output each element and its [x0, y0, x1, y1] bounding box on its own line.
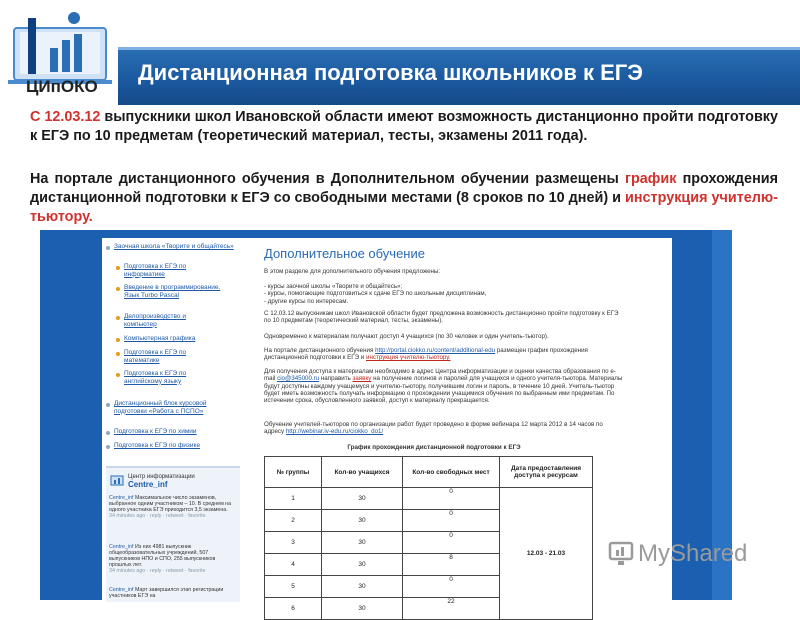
info-center-icon [110, 474, 124, 488]
nav-item-informatics[interactable]: Подготовка к ЕГЭ по информатике [124, 263, 187, 278]
nav-item-pspo[interactable]: Дистанционный блок курсовой подготовки «Работа с ПСПО» [114, 400, 207, 415]
portal-text-1: На портале дистанционного обучения в Дополнительном обучении размещены [30, 171, 619, 187]
access-date-cell: 12.03 - 21.03 [500, 488, 593, 620]
tweet-3: Centre_inf Март завершился этап регистрации участников ЕГЭ на [109, 587, 224, 599]
table-row: 1 30 0 12.03 - 21.03 [265, 488, 593, 510]
portal-url-link[interactable]: http://portal.ciokko.ru/content/additional-edu [375, 347, 496, 354]
webinar-link[interactable]: http://webinar.iv-edu.ru/ciokko_do1/ [285, 428, 384, 436]
schedule-title: График прохождения дистанционной подготовки к ЕГЭ [347, 444, 521, 451]
tweet-1: Centre_inf Максимальное число экзаменов, выбранное одним участником – 10. В среднем на одного участника ЕГЭ приходится 3,5 экзамена. 34 minutes ago · reply · retweet · favorite [109, 495, 232, 519]
nav-item-pascal[interactable]: Введение в программирование. Язык Turbo Pascal [124, 284, 221, 299]
nav-item-physics[interactable]: Подготовка к ЕГЭ по физике [114, 442, 201, 449]
main-p5: Обучение учителей-тьюторов по организации работ будет проведено в форме вебинара 12 марта 2012 в 14 часов по адресу http://webinar.iv-edu.ru/ciokko_do1/ [264, 421, 603, 436]
nav-item-math[interactable]: Подготовка к ЕГЭ по математике [124, 349, 187, 364]
twitter-widget [106, 466, 240, 602]
table-row: 6 30 22 [265, 598, 593, 620]
email-link[interactable]: cio@345000.ru [277, 375, 320, 383]
course-list: - курсы заочной школы «Творите и общайтесь»; - курсы, помогающие подготовиться к сдаче ЕГЭ по школьным дисциплинам, - другие курсы по интересам. [264, 283, 487, 305]
watermark-icon [608, 539, 636, 569]
nav-item-school[interactable]: Заочная школа «Творите и общайтесь» [114, 243, 234, 250]
tutor-instruction-link[interactable]: инструкция учителю-тьютору. [30, 190, 778, 225]
start-date: С 12.03.12 [30, 109, 101, 125]
col-free-header: Кол-во свободных мест [403, 457, 500, 488]
portal-paragraph [30, 170, 778, 227]
main-p4: Для получения доступа к материалам необходимо в адрес Центра информатизации и оценки качества образования по e-mail cio@345000.ru направить заявку на получение логинов и паролей для учащихся и одного учителя-тьютора. Материалы будут доступны каждому учащемуся и учителю-тьютору, получившим логин и пароль, в течение 10 дней. Учитель-тьютор будет иметь возможность получать информацию о прохождении учащимися обучения по выбранным ими предметам. По истечении срока, обусловленного заявкой, доступ к материалу прекращается. [264, 368, 623, 405]
tweet-2: Centre_inf Из них 4981 выпускник общеобразовательных учреждений, 507 выпускников НПО и СПО, 255 выпускников прошлых лет. 34 minutes ago · reply · retweet · favorite [109, 544, 216, 574]
widget-title: Центр информатизации Centre_inf [128, 474, 195, 489]
main-p3: На портале дистанционного обучения http://portal.ciokko.ru/content/additional-edu размещен график прохождения дистанционной подготовки к ЕГЭ и инструкция учителю-тьютору. [264, 347, 588, 362]
page-title: Дистанционная подготовка школьников к ЕГЭ [138, 60, 643, 85]
main-p1: С 12.03.12 выпускникам школ Ивановской области будет предложена возможность дистанционно пройти подготовку к ЕГЭ по 10 предметам (теоретический материал, тесты, экзамены). [264, 310, 619, 325]
table-row: 4 30 8 [265, 554, 593, 576]
screenshot-gutter [242, 238, 254, 600]
col-date-header: Дата предоставления доступа к ресурсам [500, 457, 593, 488]
section-title: Дополнительное обучение [264, 246, 425, 261]
table-row: 2 30 0 [265, 510, 593, 532]
application-link[interactable]: заявку [352, 375, 372, 383]
intro-text: выпускники школ Ивановской области имеют возможность дистанционно пройти подготовку к ЕГЭ по 10 предметам (теоретический материал, тесты, экзамены 2011 года). [30, 109, 778, 144]
portal-sidebar [102, 238, 242, 600]
intro-line: В этом разделе для дополнительного обучения предложены: [264, 268, 441, 275]
nav-item-graphics[interactable]: Компьютерная графика [124, 335, 196, 342]
nav-item-office[interactable]: Делопроизводство и компьютер [124, 313, 186, 328]
table-row: 3 30 0 [265, 532, 593, 554]
schedule-link[interactable]: график [624, 171, 677, 187]
main-p2: Одновременно к материалам получают доступ 4 учащихся (по 30 человек и один учитель-тьютор). [264, 333, 549, 340]
col-students-header: Кол-во учащихся [322, 457, 403, 488]
portal-text-2: прохождения дистанционной подготовки к ЕГЭ со свободными местами (8 сроков по 10 дней) и [30, 171, 778, 206]
watermark-text: MyShared [638, 540, 748, 567]
logo-text: ЦИпОКО [26, 77, 98, 96]
table-row: 5 30 0 [265, 576, 593, 598]
nav-item-chemistry[interactable]: Подготовка к ЕГЭ по химии [114, 428, 197, 435]
schedule-table [264, 456, 593, 620]
watermark [608, 537, 768, 571]
slide-header [0, 0, 800, 105]
col-group-header: № группы [265, 457, 322, 488]
intro-paragraph [30, 108, 778, 146]
nav-item-english[interactable]: Подготовка к ЕГЭ по английскому языку [124, 370, 187, 385]
instruction-link[interactable]: инструкция учителю-тьютору. [366, 354, 451, 362]
